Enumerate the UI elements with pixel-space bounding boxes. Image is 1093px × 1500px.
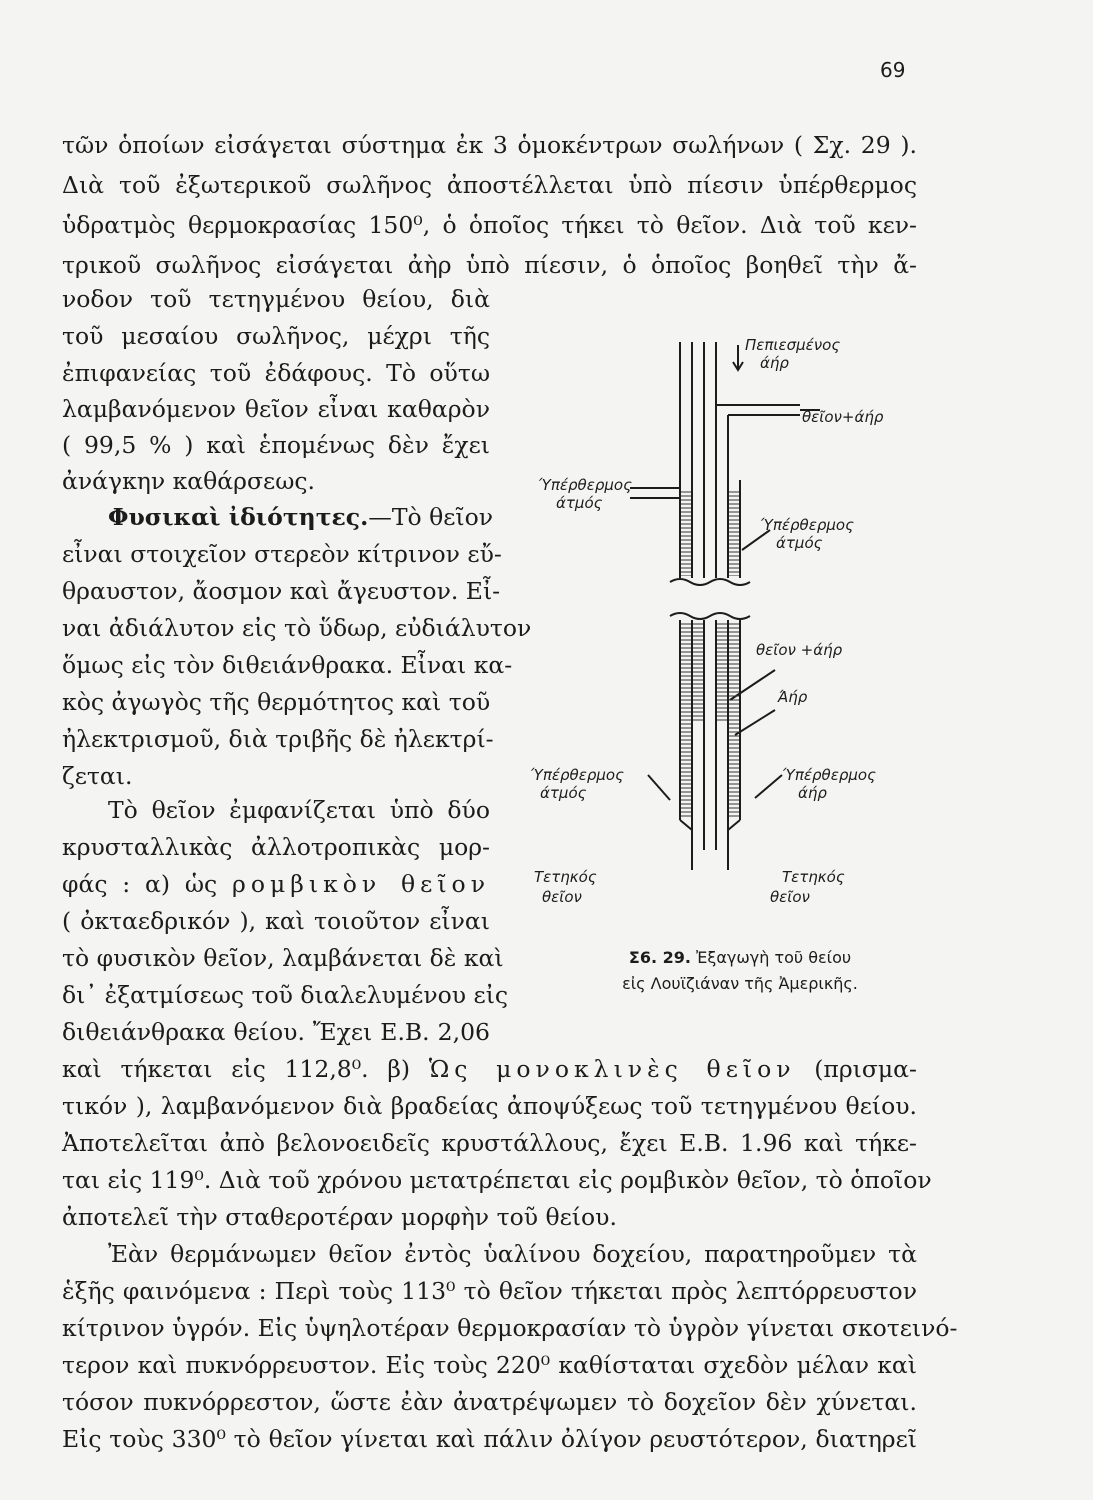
term-monoclinic-sulfur: Ὡς μονοκλινὲς θεῖον (428, 1055, 796, 1083)
text-line: Ἐὰν θερμάνωμεν θεῖον ἐντὸς ὑαλίνου δοχείου, παρατηροῦμεν τὰ (108, 1240, 917, 1268)
text-line: κίτρινον ὑγρόν. Εἰς ὑψηλοτέραν θερμοκρασίαν τὸ ὑγρὸν γίνεται σκοτεινό- (62, 1314, 958, 1342)
text-line: ται εἰς 119⁰. Διὰ τοῦ χρόνου μετατρέπεται εἰς ρομβικὸν θεῖον, τὸ ὁποῖον (62, 1166, 932, 1194)
text-line: τικόν ), λαμβανόμενον διὰ βραδείας ἀποψύξεως τοῦ τετηγμένου θείου. (62, 1092, 917, 1120)
text-line: κρυσταλλικὰς ἀλλοτροπικὰς μορ- (62, 833, 490, 861)
text-span: καὶ τήκεται εἰς 112,8⁰. β) (62, 1055, 429, 1083)
label-air: Άήρ (778, 688, 808, 706)
label-superheated-air-low: Ύπέρθερμος (782, 766, 876, 784)
caption-line: εἰς Λουϊζιάναν τῆς Ἀμερικῆς. (622, 974, 858, 993)
label-superheated-air-low: άήρ (798, 784, 827, 802)
text-line: νοδον τοῦ τετηγμένου θείου, διὰ (62, 285, 490, 313)
text-line: θραυστον, ἄοσμον καὶ ἄγευστον. Εἶ- (62, 577, 501, 605)
text-line (62, 867, 490, 901)
label-superheated-steam-inlet: Ύπέρθερμος (538, 476, 632, 494)
text-line: τρικοῦ σωλῆνος εἰσάγεται ἀὴρ ὑπὸ πίεσιν, ὁ ὁποῖος βοηθεῖ τὴν ἄ- (62, 251, 917, 279)
section-heading: Φυσικαὶ ἰδιότητες. (108, 503, 369, 531)
text-line: Εἰς τοὺς 330⁰ τὸ θεῖον γίνεται καὶ πάλιν ὀλίγον ρευστότερον, διατηρεῖ (62, 1425, 917, 1453)
text-line: τὸ φυσικὸν θεῖον, λαμβάνεται δὲ καὶ (62, 944, 504, 972)
label-molten-sulfur-right: θεῖον (770, 888, 810, 906)
label-superheated-steam-low: άτμός (540, 784, 587, 802)
text-line: ἀνάγκην καθάρσεως. (62, 467, 315, 495)
text-line: εἶναι στοιχεῖον στερεὸν κίτρινον εὔ- (62, 540, 502, 568)
caption-number: Σ6. 29. (628, 948, 691, 967)
section-heading-line (108, 500, 494, 534)
text-line: λαμβανόμενον θεῖον εἶναι καθαρὸν (62, 395, 490, 423)
page-number: 69 (880, 58, 906, 82)
caption-title: Ἐξαγωγὴ τοῦ θείου (690, 948, 852, 967)
text-line: ζεται. (62, 762, 133, 790)
text-line: ὅμως εἰς τὸν διθειάνθρακα. Εἶναι κα- (62, 651, 513, 679)
label-compressed-air: άήρ (760, 354, 789, 372)
label-superheated-steam: άτμός (776, 534, 823, 552)
text-line: δι᾽ ἐξατμίσεως τοῦ διαλελυμένου εἰς (62, 981, 509, 1009)
text-line: τερον καὶ πυκνόρρευστον. Εἰς τοὺς 220⁰ καθίσταται σχεδὸν μέλαν καὶ (62, 1351, 917, 1379)
label-sulfur-air-mid: θεῖον +άήρ (756, 641, 843, 659)
text-line: διθειάνθρακα θείου. Ἔχει Ε.Β. 2,06 (62, 1018, 490, 1046)
text-line: κὸς ἀγωγὸς τῆς θερμότητος καὶ τοῦ (62, 688, 491, 716)
pipe-diagram-svg (520, 330, 940, 910)
text-line: ἑξῆς φαινόμενα : Περὶ τοὺς 113⁰ τὸ θεῖον τήκεται πρὸς λεπτόρρευστον (62, 1277, 917, 1305)
text-line: ναι ἀδιάλυτον εἰς τὸ ὕδωρ, εὐδιάλυτον (62, 614, 532, 642)
label-superheated-steam-low: Ύπέρθερμος (530, 766, 624, 784)
text-line: Ἀποτελεῖται ἀπὸ βελονοειδεῖς κρυστάλλους, ἔχει Ε.Β. 1.96 καὶ τήκε- (62, 1129, 917, 1157)
label-molten-sulfur-left: Τετηκός (534, 868, 597, 886)
label-superheated-steam: Ύπέρθερμος (760, 516, 854, 534)
label-sulfur-air-top: θεῖον+άήρ (802, 408, 884, 426)
text-line: ὑδρατμὸς θερμοκρασίας 150⁰, ὁ ὁποῖος τήκει τὸ θεῖον. Διὰ τοῦ κεν- (62, 211, 917, 239)
label-molten-sulfur-right: Τετηκός (782, 868, 845, 886)
text-line: ἐπιφανείας τοῦ ἐδάφους. Τὸ οὕτω (62, 359, 490, 387)
label-superheated-steam-inlet: άτμός (556, 494, 603, 512)
text-line: Τὸ θεῖον ἐμφανίζεται ὑπὸ δύο (108, 796, 490, 824)
text-line: τόσον πυκνόρρεστον, ὥστε ἐὰν ἀνατρέψωμεν τὸ δοχεῖον δὲν χύνεται. (62, 1388, 917, 1416)
text-line: ἠλεκτρισμοῦ, διὰ τριβῆς δὲ ἠλεκτρί- (62, 725, 494, 753)
text-line: ἀποτελεῖ τὴν σταθεροτέραν μορφὴν τοῦ θείου. (62, 1203, 617, 1231)
text-line (62, 1052, 917, 1086)
text-span: φάς : α) ὡς (62, 870, 233, 898)
text-line: τοῦ μεσαίου σωλῆνος, μέχρι τῆς (62, 322, 490, 350)
figure-caption (560, 945, 920, 997)
text-line: ( ὀκταεδρικόν ), καὶ τοιοῦτον εἶναι (62, 907, 490, 935)
text-line: Διὰ τοῦ ἐξωτερικοῦ σωλῆνος ἀποστέλλεται ὑπὸ πίεσιν ὑπέρθερμος (62, 171, 917, 199)
text-line: ( 99,5 % ) καὶ ἑπομένως δὲν ἔχει (62, 431, 490, 459)
label-compressed-air: Πεπιεσμένος (745, 336, 841, 354)
text-line: τῶν ὁποίων εἰσάγεται σύστημα ἐκ 3 ὁμοκέντρων σωλήνων ( Σχ. 29 ). (62, 131, 917, 159)
text-span: —Τὸ θεῖον (368, 503, 494, 531)
frasch-process-diagram (520, 330, 940, 910)
text-span: (πρισμα- (795, 1055, 917, 1083)
term-rhombic-sulfur: ρομβικὸν θεῖον (232, 870, 490, 898)
label-molten-sulfur-left: θεῖον (542, 888, 582, 906)
